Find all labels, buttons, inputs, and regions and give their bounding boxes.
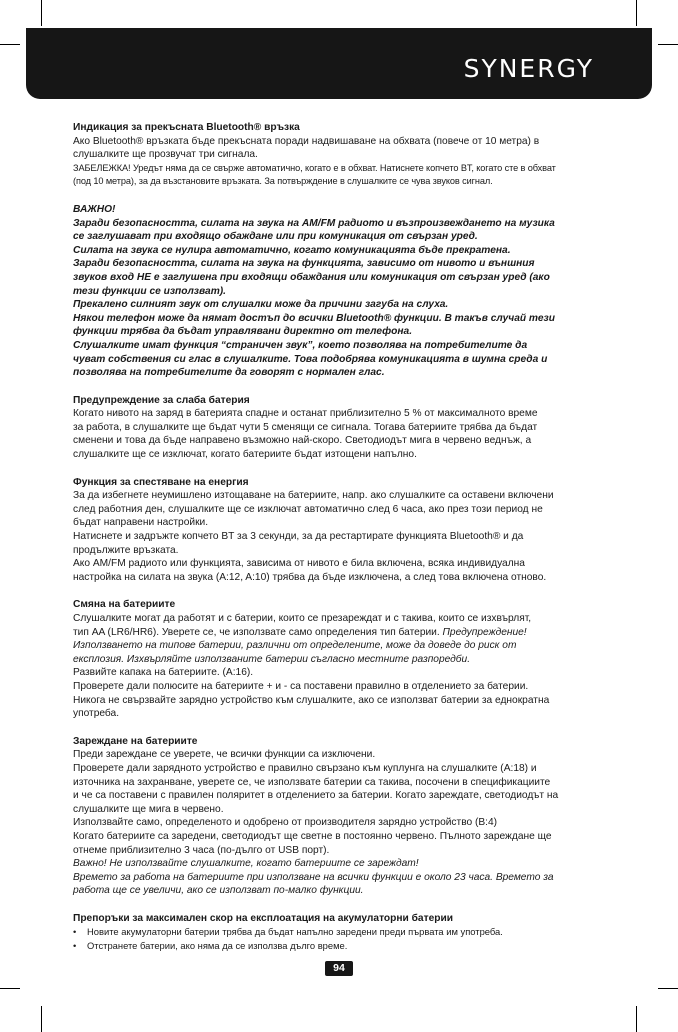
bullet-icon: • bbox=[73, 926, 77, 938]
list-item bbox=[73, 925, 611, 939]
section-heading: Препоръки за максимален скор на експлоатация на акумулаторни батерии bbox=[73, 912, 453, 924]
text-line: чуват собствения си глас в слушалките. Това подобрява комуникацията в шумна среда и bbox=[73, 353, 548, 365]
warning-line: експлозия. Изхвърляйте използваните батерии съгласно местните разпоредби. bbox=[73, 653, 471, 665]
text-line: За да избегнете неумишлено изтощаване на батериите, напр. ако слушалките са оставени включени bbox=[73, 490, 554, 502]
text-line: употреба. bbox=[73, 708, 120, 720]
crop-mark bbox=[636, 0, 637, 26]
warning-label: Предупреждение! bbox=[442, 626, 527, 638]
text-line: Ако AM/FM радиото или функцията, зависима от нивото е била включена, всяка индивидуална bbox=[73, 558, 525, 570]
text-line: Някои телефон може да нямат достъп до всички Bluetooth® функции. В такъв случай тези bbox=[73, 312, 555, 324]
document-body bbox=[73, 121, 611, 953]
section-heading: ВАЖНО! bbox=[73, 203, 116, 215]
list-item-text: Новите акумулаторни батерии трябва да бъдат напълно заредени преди първата им употреба. bbox=[87, 926, 503, 938]
brand-logo: SYNERGY bbox=[463, 54, 594, 83]
text-line: Когато батериите са заредени, светодиодът ще светне в постоянно червено. Пълното зареждане ще bbox=[73, 830, 552, 842]
text-line: Никога не свързвайте зарядно устройство към слушалките, ако се използват батерии за еднократна bbox=[73, 694, 550, 706]
warning-line: Използването на типове батерии, различни от определените, може да доведе до риск от bbox=[73, 640, 517, 652]
text-line: слушалките ще мига в червено. bbox=[73, 803, 224, 815]
text-line: Ако Bluetooth® връзката бъде прекъсната поради надвишаване на обхвата (повече от 10 метра) в bbox=[73, 135, 540, 147]
text-line: Развийте капака на батериите. (A:16). bbox=[73, 667, 254, 679]
text-line: и че са поставени с правилен поляритет в отделението за батерии. Когато зареждате, светодиодът на bbox=[73, 790, 559, 802]
list-item-text: Отстранете батерии, ако няма да се използва дълго време. bbox=[87, 940, 348, 952]
text-line: бъдат направени настройки. bbox=[73, 517, 209, 529]
section-energy-saving bbox=[73, 476, 611, 585]
page-number: 94 bbox=[325, 961, 353, 976]
text-line: функции трябва да бъдат управлявани директно от телефона. bbox=[73, 326, 413, 338]
section-important bbox=[73, 203, 611, 380]
text-line bbox=[73, 626, 611, 640]
warning-line: Важно! Не използвайте слушалките, когато батериите се зареждат! bbox=[73, 858, 419, 870]
bullet-icon: • bbox=[73, 940, 77, 952]
text-segment: тип AA (LR6/HR6). Уверете се, че използвате само определения тип батерии. bbox=[73, 626, 443, 638]
text-line: Проверете дали полюсите на батериите + и - са поставени правилно в отделението за батерии. bbox=[73, 680, 529, 692]
bullet-list bbox=[73, 925, 611, 952]
section-charging bbox=[73, 735, 611, 898]
list-item bbox=[73, 939, 611, 953]
warning-line: работа ще се увеличи, ако се използват по-малко функции. bbox=[73, 885, 364, 897]
text-line: Проверете дали зарядното устройство е правилно свързано към куплунга на слушалките (A:18) и bbox=[73, 762, 537, 774]
text-line: Използвайте само, определеното и одобрено от производителя зарядно устройство (B:4) bbox=[73, 817, 498, 829]
text-line: Заради безопасността, силата на звука на функцията, зависимо от нивото и външния bbox=[73, 258, 535, 270]
text-line: сменени и това да бъде направено възможно най-скоро. Светодиодът мига в червено веднъж, а bbox=[73, 435, 532, 447]
text-line: след работния ден, слушалките ще се изключат автоматично след 6 часа, ако през този период не bbox=[73, 503, 543, 515]
text-line: Силата на звука се нулира автоматично, когато комуникацията бъде прекратена. bbox=[73, 244, 511, 256]
text-line: Прекалено силният звук от слушалки може да причини загуба на слуха. bbox=[73, 299, 449, 311]
text-line: слушалките ще прозвучат три сигнала. bbox=[73, 149, 258, 161]
text-line: Слушалките имат функция “страничен звук”, което позволява на потребителите да bbox=[73, 339, 528, 351]
text-line: настройка на силата на звука (A:12, A:10) трябва да бъде изключена, а след това включена отново. bbox=[73, 571, 547, 583]
text-line: Заради безопасността, силата на звука на AM/FM радиото и възпроизвеждането на музика bbox=[73, 217, 555, 229]
section-heading: Индикация за прекъсната Bluetooth® връзка bbox=[73, 122, 300, 133]
section-battery-change bbox=[73, 598, 611, 720]
text-line: Слушалките могат да работят и с батерии, които се презареждат и с такива, които се изхвърлят, bbox=[73, 613, 532, 624]
warning-line: Времето за работа на батериите при използване на всички функции е около 23 часа. Времето за bbox=[73, 871, 554, 883]
section-heading: Смяна на батериите bbox=[73, 599, 176, 611]
page-header bbox=[26, 28, 652, 99]
text-line: Натиснете и задръжте копчето BT за 3 секунди, за да рестартирате функцията Bluetooth® и да bbox=[73, 531, 524, 543]
note-line: (под 10 метра), за да възстановите връзката. За потвърждение в слушалките се чува звуков сигнал. bbox=[73, 176, 493, 187]
text-line: слушалките ще се изключат, когато батериите бъдат изтощени напълно. bbox=[73, 449, 417, 461]
crop-mark bbox=[41, 1006, 42, 1032]
section-heading: Зареждане на батериите bbox=[73, 735, 198, 747]
text-line: позволява на потребителите да говорят с нормален глас. bbox=[73, 367, 385, 379]
text-line: звуков вход НЕ е заглушена при входящи обаждания или комуникация от свързан уред (ако bbox=[73, 271, 550, 283]
crop-mark bbox=[0, 44, 20, 45]
section-recommendations bbox=[73, 912, 611, 953]
note-line: ЗАБЕЛЕЖКА! Уредът няма да се свърже автоматично, когато е в обхват. Натиснете копчето BT, когато сте в обхват bbox=[73, 162, 556, 173]
section-low-battery bbox=[73, 394, 611, 462]
section-disconnect bbox=[73, 121, 611, 189]
section-heading: Функция за спестяване на енергия bbox=[73, 476, 249, 488]
section-heading: Предупреждение за слаба батерия bbox=[73, 394, 250, 406]
crop-mark bbox=[636, 1006, 637, 1032]
text-line: тези функции се използват). bbox=[73, 285, 226, 297]
crop-mark bbox=[0, 988, 20, 989]
crop-mark bbox=[41, 0, 42, 26]
text-line: за работа, в слушалките ще бъдат чути 5 сменящи се сигнала. Тогава батериите трябва да бъдат bbox=[73, 421, 538, 433]
text-line: източника на захранване, уверете се, че използвате батерии са такива, посочени в спецификациите bbox=[73, 776, 551, 788]
text-line: продължите връзката. bbox=[73, 544, 179, 556]
crop-mark bbox=[658, 988, 678, 989]
text-line: Когато нивото на заряд в батерията спадне и останат приблизително 5 % от максималното време bbox=[73, 408, 538, 420]
text-line: се заглушават при входящо обаждане или при комуникация от свързан уред. bbox=[73, 231, 478, 243]
text-line: отнеме приблизително 3 часа (по-дълго от USB порт). bbox=[73, 844, 330, 856]
crop-mark bbox=[658, 44, 678, 45]
text-line: Преди зареждане се уверете, че всички функции са изключени. bbox=[73, 749, 376, 761]
